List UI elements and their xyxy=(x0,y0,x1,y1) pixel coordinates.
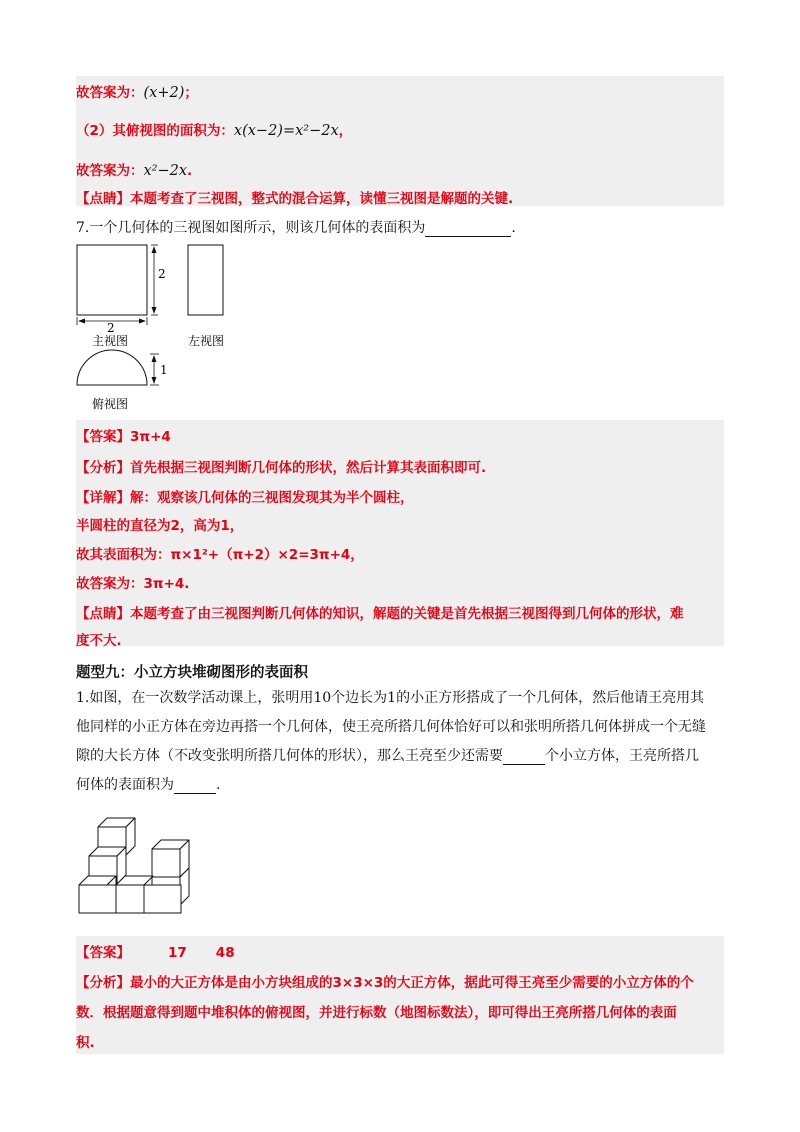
front-view-label: 主视图 xyxy=(92,334,129,348)
analysis-9-1-2: 数．根据题意得到题中堆积体的俯视图，并进行标数（地图标数法），即可得出王亮所搭几何体的表面 xyxy=(76,1005,677,1021)
cube xyxy=(152,840,189,877)
detail-7-1: 【详解】解：观察该几何体的三视图发现其为半个圆柱， xyxy=(76,490,414,506)
analysis-7: 【分析】首先根据三视图判断几何体的形状，然后计算其表面积即可. xyxy=(76,460,487,476)
answer-9-1-block xyxy=(76,936,724,1054)
three-view-figure xyxy=(76,238,246,413)
comment-7-2: 度不大. xyxy=(76,633,122,649)
top-view-label: 俯视图 xyxy=(92,397,129,411)
question-7: 7.一个几何体的三视图如图所示，则该几何体的表面积为 . xyxy=(76,220,516,236)
detail-7-3: 故其表面积为：π×1²+（π+2）×2=3π+4， xyxy=(76,547,364,563)
answer-7: 【答案】3π+4 xyxy=(76,429,171,445)
top-view-semicircle xyxy=(77,350,147,385)
comment-7-1: 【点睛】本题考查了由三视图判断几何体的知识，解题的关键是首先根据三视图得到几何体的形状，难 xyxy=(76,606,684,622)
prev-comment: 【点睛】本题考查了三视图，整式的混合运算，读懂三视图是解题的关键. xyxy=(76,191,514,207)
cube xyxy=(144,885,181,913)
left-view-rect xyxy=(188,245,223,315)
prev-solution-block xyxy=(76,76,724,206)
dim-width-label: 2 xyxy=(107,321,115,335)
dim-height-label: 2 xyxy=(158,267,166,281)
answer-blank-area xyxy=(174,779,216,794)
question-9-1-line-4: 何体的表面积为 . xyxy=(76,777,221,793)
analysis-9-1-1: 【分析】最小的大正方体是由小方块组成的3×3×3的大正方体，据此可得王亮至少需要的小立方体的个 xyxy=(76,975,694,991)
section-9-title: 题型九：小立方块堆砌图形的表面积 xyxy=(76,665,308,681)
answer-value-1: 17 xyxy=(168,945,187,961)
analysis-9-1-3: 积. xyxy=(76,1035,95,1051)
answer-blank xyxy=(425,222,511,237)
answer-7-block xyxy=(76,420,724,649)
question-9-1-line-1: 1.如图，在一次数学活动课上，张明用10个边长为1的小正方形搭成了一个几何体，然后他请王亮用其 xyxy=(76,690,705,706)
prev-answer-line-3: 故答案为：x²−2x. xyxy=(76,163,193,179)
answer-9-1: 【答案】 17 48 xyxy=(76,945,235,961)
cube-stack-figure xyxy=(78,812,198,922)
answer-value-2: 48 xyxy=(215,945,235,961)
detail-7-2: 半圆柱的直径为2，高为1， xyxy=(76,518,244,534)
front-view-square xyxy=(77,245,147,315)
cube xyxy=(79,876,116,913)
question-9-1-line-2: 他同样的小正方体在旁边再搭一个几何体，使王亮所搭几何体恰好可以和张明所搭几何体拼成一个无缝 xyxy=(76,719,706,735)
dim-depth-label: 1 xyxy=(160,363,168,377)
question-9-1-line-3: 隙的大长方体（不改变张明所搭几何体的形状），那么王亮至少还需要 个小立方体，王亮所搭几 xyxy=(76,748,699,764)
left-view-label: 左视图 xyxy=(188,334,225,348)
answer-blank-cubes xyxy=(503,750,545,765)
prev-answer-line-2: （2）其俯视图的面积为：x(x−2)=x²−2x， xyxy=(76,123,353,139)
detail-7-4: 故答案为：3π+4. xyxy=(76,576,190,592)
prev-answer-line-1: 故答案为：(x+2)； xyxy=(76,85,198,101)
